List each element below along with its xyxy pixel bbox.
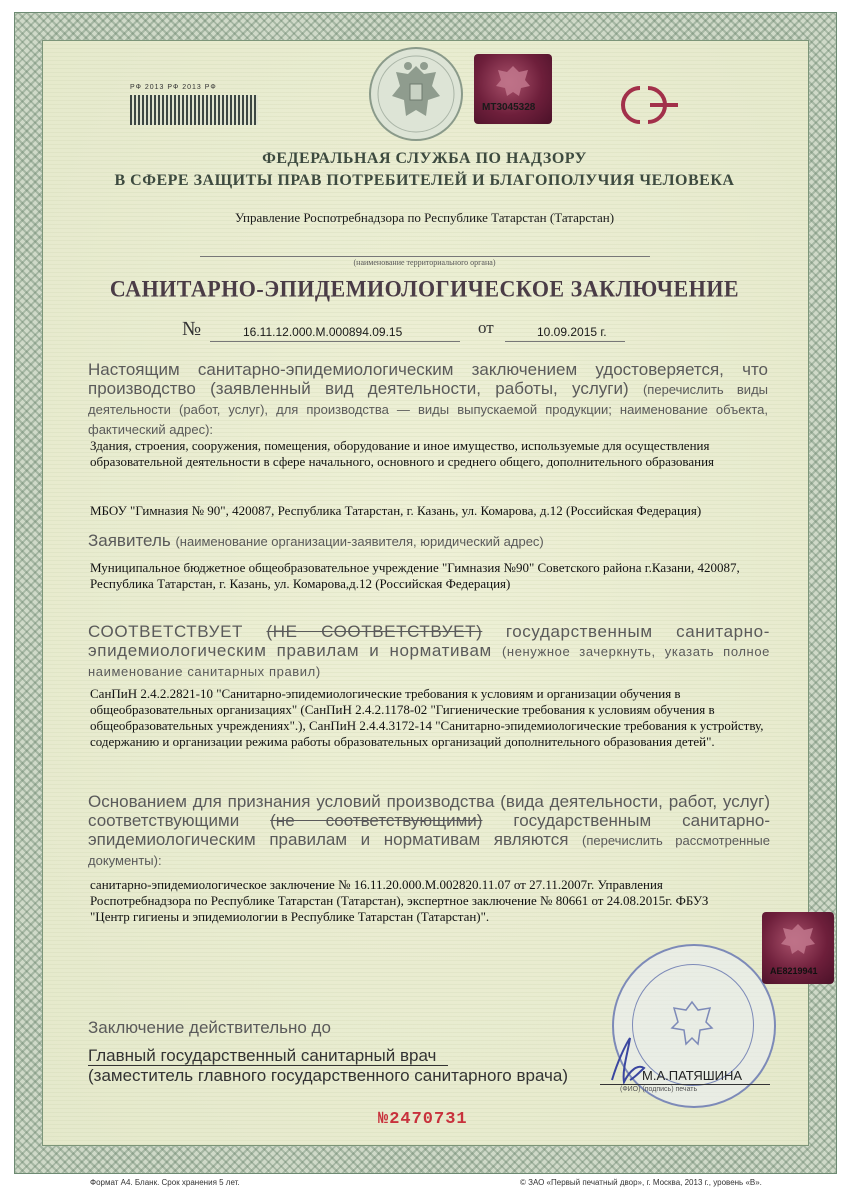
microtext: РФ 2013 РФ 2013 РФ xyxy=(130,84,217,91)
hologram-eagle-icon xyxy=(488,60,538,100)
intro-paragraph xyxy=(88,360,768,439)
applicant-text: Муниципальное бюджетное общеобразовательное учреждение "Гимназия №90" Советского района г.Казани, 420087, Республика Татарстан, г. Казань, ул. Комарова,д.12 (Российская Федерация) xyxy=(90,560,740,591)
conformity-word: СООТВЕТСТВУЕТ xyxy=(88,622,243,641)
footer-format: Формат А4. Бланк. Срок хранения 5 лет. xyxy=(90,1178,240,1187)
department-name: Управление Роспотребнадзора по Республике Татарстан (Татарстан) xyxy=(234,210,615,225)
basis-documents-text: санитарно-эпидемиологическое заключение № 16.11.20.000.М.002820.11.07 от 27.11.2007г. Управления Роспотребнадзора по Республике Татарстан (Татарстан), экспертное заключение № 80661 от 24.08.2015г. ФБУЗ "Центр гигиены и эпидемиологии в Республике Татарстан (Татарстан)". xyxy=(90,877,709,924)
conformity-statement xyxy=(88,622,770,681)
sanitary-rules-text: СанПиН 2.4.2.2821-10 "Санитарно-эпидемиологические требования к условиям и организации обучения в общеобразовательных организациях" (СанПиН 2.4.2.1178-02 "Гигиенические требования к условиям обучения в общеобразовательных учреждениях".), СанПиН 2.4.4.3172-14 "Санитарно-эпидемиологические требования к устройству, содержанию и организации режима работы образовательных организаций дополнительного образования детей". xyxy=(90,686,764,749)
conformity-note: (ненужное зачеркнуть, указать полное наименование санитарных правил) xyxy=(88,644,770,679)
applicant-label: Заявитель xyxy=(88,531,171,550)
basis-paragraph xyxy=(88,792,770,870)
certification-logo-icon xyxy=(610,80,690,130)
certificate-date: 10.09.2015 г. xyxy=(537,325,607,339)
number-underline xyxy=(210,341,460,342)
validity-label: Заключение действительно до xyxy=(88,1018,331,1037)
footer-printer: © ЗАО «Первый печатный двор», г. Москва, 2013 г., уровень «В». xyxy=(520,1178,762,1187)
stamp-eagle-icon xyxy=(662,994,722,1054)
number-prefix: № xyxy=(182,318,202,340)
agency-title-line1: ФЕДЕРАЛЬНАЯ СЛУЖБА ПО НАДЗОРУ xyxy=(262,150,587,167)
department-underline xyxy=(200,256,650,257)
lower-hologram-eagle-icon xyxy=(774,918,822,958)
certificate-number: 16.11.12.000.М.000894.09.15 xyxy=(243,325,403,339)
activity-text: Здания, строения, сооружения, помещения, оборудование и иное имущество, используемые для осуществления образовательной деятельности в сфере начального, основного и среднего общего, дополнительного образования xyxy=(90,438,715,469)
form-number: №2470731 xyxy=(378,1110,468,1129)
department-caption: (наименование территориального органа) xyxy=(353,258,496,267)
object-address: МБОУ "Гимназия № 90", 420087, Республика Татарстан, г. Казань, ул. Комарова, д.12 (Российская Федерация) xyxy=(90,503,702,518)
eagle-emblem-icon xyxy=(366,44,466,144)
intro-note: (перечислить виды деятельности (работ, услуг), для производства — виды выпускаемой продукции; наименование объекта, фактический адрес): xyxy=(88,382,768,437)
basis-part1: Основанием для признания условий производства (вида деятельности, работ, услуг) соответствующими xyxy=(88,792,770,830)
date-underline xyxy=(505,341,625,342)
applicant-note: (наименование организации-заявителя, юридический адрес) xyxy=(175,534,544,549)
lower-seal-code: АЕ8219941 xyxy=(770,966,818,976)
applicant-heading xyxy=(88,531,768,551)
conformity-rest: государственным санитарно-эпидемиологическим правилам и нормативам xyxy=(88,622,770,660)
document-title: САНИТАРНО-ЭПИДЕМИОЛОГИЧЕСКОЕ ЗАКЛЮЧЕНИЕ xyxy=(109,275,740,302)
basis-note: (перечислить рассмотренные документы): xyxy=(88,833,770,868)
security-strip xyxy=(130,95,258,125)
hologram-code: МТ3045328 xyxy=(482,102,536,113)
date-prefix: от xyxy=(478,318,494,337)
basis-part2: государственным санитарно-эпидемиологическим правилам и нормативам являются xyxy=(88,811,770,849)
signer-title: Главный государственный санитарный врач xyxy=(88,1046,437,1065)
signer-subtitle: (заместитель главного государственного санитарного врача) xyxy=(88,1066,568,1085)
conformity-struck: (НЕ СООТВЕТСТВУЕТ) xyxy=(266,622,483,641)
agency-title-line2: В СФЕРЕ ЗАЩИТЫ ПРАВ ПОТРЕБИТЕЛЕЙ И БЛАГОПОЛУЧИЯ ЧЕЛОВЕКА xyxy=(114,172,735,189)
signer-caption: (ФИО) (подпись) печать xyxy=(620,1086,698,1093)
signer-name-underline xyxy=(600,1084,770,1085)
signer-name: М.А.ПАТЯШИНА xyxy=(642,1068,743,1083)
basis-struck: (не соответствующими) xyxy=(270,811,483,830)
intro-main: Настоящим санитарно-эпидемиологическим заключением удостоверяется, что производство (заявленный вид деятельности, работы, услуги) xyxy=(88,360,768,398)
